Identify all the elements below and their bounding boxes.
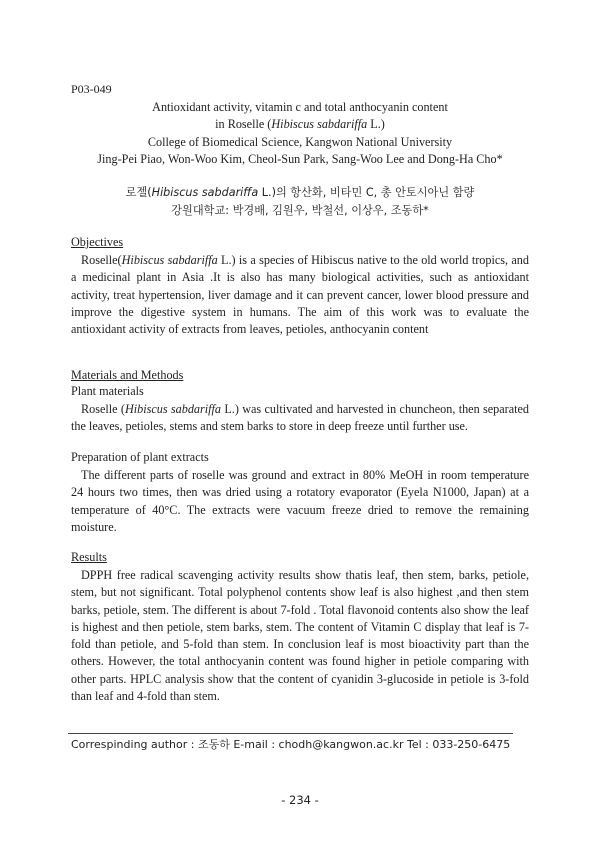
page-number: - 234 - — [281, 793, 319, 807]
plant-materials-subheading: Plant materials — [71, 384, 144, 398]
authors: Jing-Pei Piao, Won-Woo Kim, Cheol-Sun Park, Sang-Woo Lee and Dong-Ha Cho* — [97, 152, 503, 166]
footnote-rule — [68, 733, 513, 734]
korean-authors: 강원대학교: 박경배, 김원우, 박철선, 이상우, 조동하* — [171, 204, 429, 217]
results-paragraph: DPPH free radical scavenging activity results show thatis leaf, then stem, barks, petiole, stem, but not significant. Total polyphenol contents show leaf is also highest ,and then stem barks, petiole, stem. The different is about 7-fold . Total flavonoid contents also show the leaf is highest and then petiole, stem barks, stem. The content of Vitamin C display that leaf is 7-fold than petiole, and 5-fold than stem. In conclusion leaf is most bioactivity part than the others. However, the total anthocyanin content was found higher in petiole comparing with other parts. HPLC analysis show that the content of cyanidin 3-glucoside in petiole is 3-fold than leaf and 4-fold than stem. — [71, 568, 529, 704]
title-line-2: in Roselle (Hibiscus sabdariffa L.) — [215, 117, 385, 131]
title-line-1: Antioxidant activity, vitamin c and total anthocyanin content — [152, 100, 448, 114]
plant-materials-paragraph: Roselle (Hibiscus sabdariffa L.) was cultivated and harvested in chuncheon, then separated the leaves, petioles, stems and stem barks to store in deep freeze until further use. — [71, 402, 529, 434]
extracts-paragraph: The different parts of roselle was ground and extract in 80% MeOH in room temperature 24 hours two times, then was dried using a rotatory evaporator (Eyela N1000, Japan) at a temperature of 40°C. The extracts were vacuum freeze dried to remove the remaining moisture. — [71, 468, 529, 534]
corresponding-author: Correspinding author : 조동하 E-mail : chodh@kangwon.ac.kr Tel : 033-250-6475 — [71, 738, 511, 751]
objectives-paragraph: Roselle(Hibiscus sabdariffa L.) is a species of Hibiscus native to the old world tropics, and a medicinal plant in Asia .It is also has many biological activities, such as antioxidant activity, treat hypertension, liver damage and it can prevent cancer, lower blood pressure and improve the digestive system in humans. The aim of this work was to evaluate the antioxidant activity of extracts from leaves, petioles, anthocyanin content — [71, 253, 529, 337]
methods-heading: Materials and Methods — [71, 368, 184, 382]
extracts-subheading: Preparation of plant extracts — [71, 450, 209, 464]
results-heading: Results — [71, 550, 107, 564]
korean-title: 로젤(Hibiscus sabdariffa L.)의 항산화, 비타민 C, 총 안토시아닌 함량 — [125, 186, 475, 199]
affiliation: College of Biomedical Science, Kangwon National University — [147, 135, 453, 149]
objectives-heading: Objectives — [71, 235, 124, 249]
abstract-code: P03-049 — [71, 82, 112, 96]
